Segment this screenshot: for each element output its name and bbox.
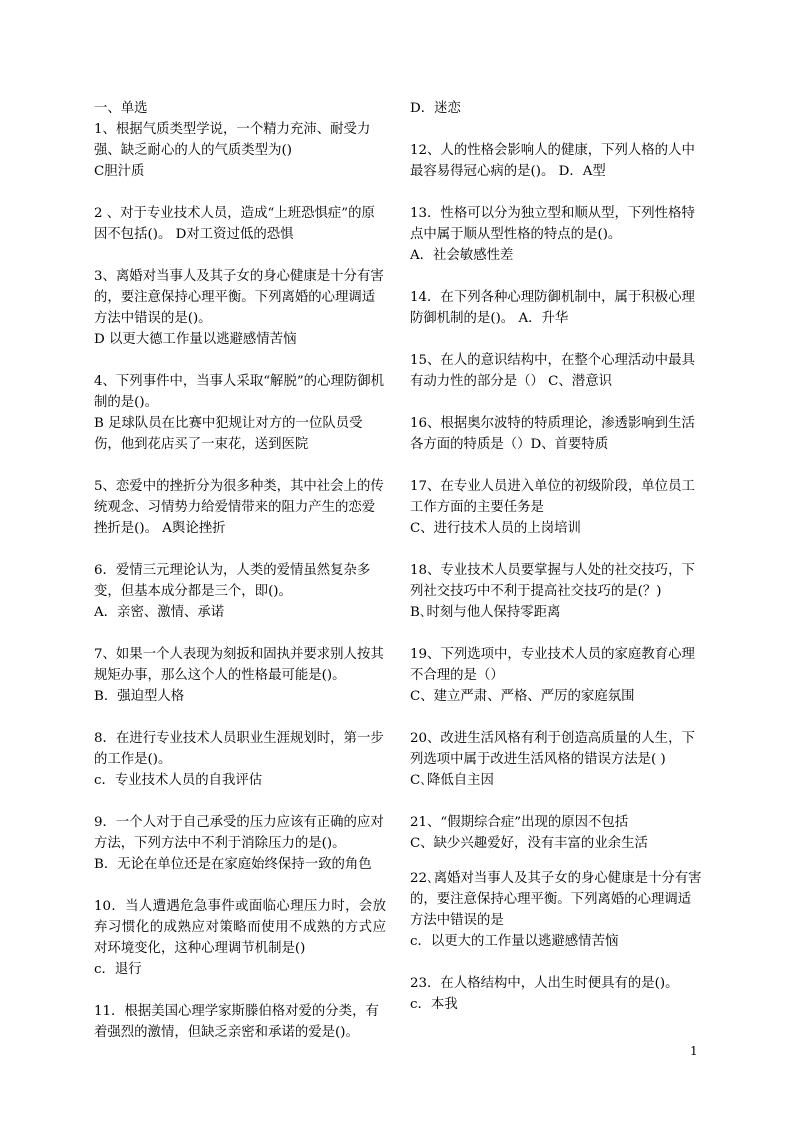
answer-text: C、进行技术人员的上岗培训 [410, 521, 581, 536]
question-text: 7、如果一个人表现为刻扳和固执并要求别人按其规矩办事，那么这个人的性格最可能是()。 [94, 647, 384, 683]
question-text: 16、根据奥尔波特的特质理论，渗透影响到生活各方面的特质是（）D、首要特质 [410, 416, 695, 452]
question-text: 19、下列选项中，专业技术人员的家庭教育心理不合理的是（） [410, 647, 695, 683]
question-22 [410, 868, 702, 952]
question-text: 20、改进生活风格有利于创造高质量的人生，下列选项中属于改进生活风格的错误方法是( ) [410, 731, 695, 767]
question-4 [94, 371, 386, 455]
question-6 [94, 560, 386, 623]
question-text: 22､离婚对当事人及其子女的身心健康是十分有害的，要注意保持心理平衡。下列离婚的心理调适方法中错误的是 [410, 871, 702, 928]
question-1 [94, 119, 386, 182]
answer-text: C胆汁质 [94, 164, 145, 179]
question-5 [94, 476, 386, 539]
question-text: 10．当人遭遇危急事件或面临心理压力时，会放弃习惯化的成熟应对策略而使用不成熟的方式应对环境变化，这种心理调节机制是() [94, 899, 386, 956]
question-text: 4、下列事件中，当事人采取“解脱”的心理防御机制的是()。 [94, 374, 385, 410]
question-21 [410, 812, 702, 854]
question-2 [94, 203, 386, 245]
answer-text: A．社会敏感性差 [410, 248, 514, 263]
answer-text: C､降低自主因 [410, 773, 494, 788]
left-column [94, 98, 386, 1064]
answer-text: C、建立严肃、严格、严厉的家庭氛围 [410, 689, 635, 704]
answer-text: c．退行 [94, 962, 142, 977]
question-18 [410, 560, 702, 623]
question-text: 1、根据气质类型学说，一个精力充沛、耐受力强、缺乏耐心的人的气质类型为() [94, 122, 371, 158]
question-text: 14．在下列各种心理防御机制中，属于积极心理防御机制的是()。 A．升华 [410, 290, 695, 326]
question-text: 11．根据美国心理学家斯滕伯格对爱的分类，有着强烈的激情，但缺乏亲密和承诺的爱是()。 [94, 1004, 379, 1040]
answer-text: B 足球队员在比赛中犯规让对方的一位队员受伤，他到花店买了一束花，送到医院 [94, 416, 363, 452]
question-9 [94, 812, 386, 875]
question-text: 3、离婚对当事人及其子女的身心健康是十分有害的，要注意保持心理平衡。下列离婚的心理调适方法中错误的是()。 [94, 269, 384, 326]
section-title: 一、单选 [94, 101, 148, 116]
answer-text: A．亲密、激情、承诺 [94, 605, 225, 620]
question-14 [410, 287, 702, 329]
question-19 [410, 644, 702, 707]
answer-11-continued [410, 98, 702, 119]
question-text: 21、“假期综合症”出现的原因不包括 [410, 815, 629, 830]
question-11 [94, 1001, 386, 1043]
question-12 [410, 140, 702, 182]
question-13 [410, 203, 702, 266]
question-10 [94, 896, 386, 980]
question-text: 8．在进行专业技术人员职业生涯规划时，第一步的工作是()。 [94, 731, 384, 767]
question-17 [410, 476, 702, 539]
question-text: 6．爱情三元理论认为，人类的爱情虽然复杂多变，但基本成分都是三个，即()。 [94, 563, 371, 599]
question-text: 18、专业技术人员要掌握与人处的社交技巧，下列社交技巧中不利于提高社交技巧的是(？) [410, 563, 695, 599]
question-7 [94, 644, 386, 707]
question-15 [410, 350, 702, 392]
question-text: 9．一个人对于自己承受的压力应该有正确的应对方法，下列方法中不利于消除压力的是()。 [94, 815, 384, 851]
answer-text: D 以更大德工作量以逃避感情苦恼 [94, 332, 297, 347]
question-text: 17、在专业人员进入单位的初级阶段，单位员工工作方面的主要任务是 [410, 479, 695, 515]
question-23 [410, 973, 702, 1015]
question-text: 5、恋爱中的挫折分为很多种类，其中社会上的传统观念、习情势力给爱情带来的阻力产生的恋爱挫折是()。 A舆论挫折 [94, 479, 384, 536]
answer-text: B､时刻与他人保持零距离 [410, 605, 561, 620]
right-column [410, 98, 702, 1036]
answer-text: C、缺少兴趣爱好，没有丰富的业余生活 [410, 836, 648, 851]
question-text: 2 、对于专业技术人员，造成“上班恐惧症”的原因不包括()。 D对工资过低的恐惧 [94, 206, 375, 242]
answer-text: B．强迫型人格 [94, 689, 185, 704]
answer-text: c．以更大的工作量以逃避感情苦恼 [410, 934, 619, 949]
question-8 [94, 728, 386, 791]
page-number: 1 [690, 1044, 698, 1058]
question-text: 12、人的性格会影响人的健康，下列人格的人中最容易得冠心病的是()。 D．A型 [410, 143, 695, 179]
answer-text: D．迷恋 [410, 101, 461, 116]
question-text: 13．性格可以分为独立型和顺从型，下列性格特点中属于顺从型性格的特点的是()。 [410, 206, 695, 242]
question-16 [410, 413, 702, 455]
question-3 [94, 266, 386, 350]
question-text: 23．在人格结构中，人出生时便具有的是()。 c．本我 [410, 976, 679, 1012]
answer-text: c．专业技术人员的自我评估 [94, 773, 263, 788]
question-text: 15、在人的意识结构中，在整个心理活动中最具有动力性的部分是（） C、潜意识 [410, 353, 695, 389]
question-20 [410, 728, 702, 791]
answer-text: B．无论在单位还是在家庭始终保持一致的角色 [94, 857, 372, 872]
